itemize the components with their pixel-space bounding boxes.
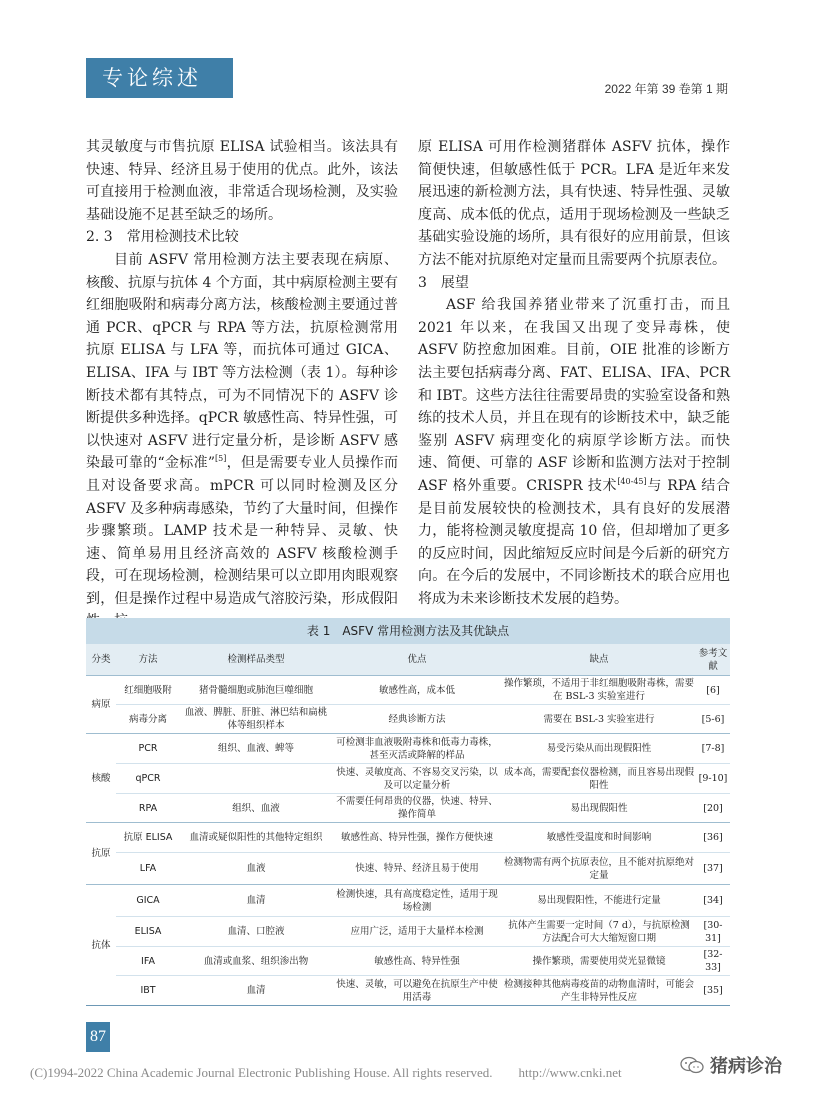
method-cell: ELISA (134, 926, 162, 937)
reference-cell: [36] (703, 832, 723, 843)
method-cell: LFA (139, 863, 157, 874)
category-cell: 病原 (91, 699, 111, 710)
table-row (86, 917, 730, 947)
reference-cell: [9-10] (698, 773, 728, 784)
section-title: 专论综述 (102, 66, 202, 90)
table-row (86, 823, 730, 853)
method-cell: 抗原 ELISA (123, 832, 173, 843)
sample-cell: 组织、血液 (232, 802, 280, 814)
issue-label: 2022 年第 39 卷第 1 期 (604, 82, 728, 96)
reference-cell: [20] (703, 802, 723, 814)
section-heading-2-3: 2. 3 常用检测技术比较 (86, 229, 239, 246)
method-cell: PCR (138, 743, 158, 754)
table-row (86, 947, 730, 976)
paragraph: ASF 给我国养猪业带来了沉重打击，而且 2021 年以来，在我国又出现了变异毒株，使 ASFV 防控愈加困难。目前，OIE 批准的诊断方法主要包括病毒分离、FAT、ELISA、IFA、PCR 和 IBT。这些方法往往需要昂贵的实验室设备和熟练的技术人员，并且在现有的诊断技术中，缺乏能鉴别 ASFV 病理变化的病原学诊断方法。而快速、简便、可靠的 ASF 诊断和监测方法对于控制 ASF 格外重要。CRISPR 技术[40-45]与 RPA 结合是目前发展较快的检测技术，具有良好的发展潜力，能将检测灵敏度提高 10 倍，但却增加了更多的反应时间，因此缩短反应时间是今后新的研究方向。在今后的发展中，不同诊断技术的联合应用也将成为未来诊断技术发展的趋势。 (418, 297, 731, 607)
header-cell: 缺点 (502, 644, 696, 676)
disadvantage-cell: 抗体产生需要一定时间（7 d），与抗原检测方法配合可大大缩短窗口期 (508, 919, 690, 944)
wechat-icon (680, 1056, 704, 1074)
advantage-cell: 快速、灵敏，可以避免在抗原生产中使用活毒 (336, 978, 498, 1003)
reference-cell: [30-31] (703, 919, 723, 944)
sample-cell: 血清或疑似阳性的其他特定组织 (189, 832, 323, 843)
brand-name: 猪病诊治 (710, 1056, 782, 1077)
table-row (86, 764, 730, 794)
disadvantage-cell: 操作繁琐，需要使用荧光显微镜 (532, 955, 666, 967)
method-cell: IFA (141, 955, 155, 967)
brand-watermark (680, 1052, 782, 1078)
table-title: 表 1 ASFV 常用检测方法及其优缺点 (86, 618, 730, 644)
category-cell: 抗原 (91, 848, 111, 859)
table-row (86, 794, 730, 823)
advantage-cell: 敏感性高，成本低 (378, 684, 455, 696)
paragraph: 原 ELISA 可用作检测猪群体 ASFV 抗体，操作简便快速，但敏感性低于 PCR。LFA 是近年来发展迅速的新检测方法，具有快速、特异性强、灵敏度高、成本低的优点，适用于现场检测及一些缺乏基础实验设施的场所，具有很好的应用前景，但该方法不能对抗原绝对定量而且需要两个抗原表位。 (418, 139, 730, 268)
page-number-box (86, 1022, 110, 1052)
table-row (86, 976, 730, 1006)
reference-cell: [6] (706, 684, 720, 696)
method-cell: RPA (138, 802, 158, 814)
citation[interactable]: [40-45] (617, 476, 647, 486)
header-cell: 检测样品类型 (180, 644, 332, 676)
method-cell: 病毒分离 (128, 713, 167, 725)
sample-cell: 血清或血浆、组织渗出物 (203, 955, 309, 967)
table-row (86, 853, 730, 885)
table-header-row (86, 644, 730, 676)
sample-cell: 猪骨髓细胞或肺泡巨噬细胞 (198, 684, 313, 696)
citation[interactable]: [5] (215, 454, 227, 464)
reference-cell: [37] (703, 863, 723, 874)
category-cell: 抗体 (91, 939, 111, 951)
reference-cell: [5-6] (701, 713, 725, 725)
page-number: 87 (90, 1028, 106, 1045)
sample-cell: 血液 (246, 863, 266, 874)
paragraph: 目前 ASFV 常用检测方法主要表现在病原、核酸、抗原与抗体 4 个方面，其中病原检测主要有红细胞吸附和病毒分离方法，核酸检测主要通过普通 PCR、qPCR 与 RPA 等方法，抗原检测常用抗原 ELISA 与 LFA 等，而抗体可通过 GICA、ELISA、IFA 与 IBT 等方法检测（表 1）。每种诊断技术都有其特点，可为不同情况下的 ASFV 诊断提供多种选择。qPCR 敏感性高、特异性强，可以快速对 ASFV 进行定量分析，是诊断 ASFV 感染最可靠的“金标准”[5]，但是需要专业人员操作而且对设备要求高。mPCR 可以同时检测及区分 ASFV 及多种病毒感染，节约了大量时间，但操作步骤繁琐。LAMP 技术是一种特异、灵敏、快速、简单易用且经济高效的 ASFV 核酸检测手段，可在现场检测，检测结果可以立即用肉眼观察到，但是操作过程中易造成气溶胶污染，形成假阳 (86, 251, 398, 607)
reference-cell: [34] (703, 895, 723, 906)
category-cell: 核酸 (91, 772, 111, 784)
advantage-cell: 可检测非血液吸附毒株和低毒力毒株，甚至灭活或降解的样品 (336, 736, 498, 761)
reference-cell: [35] (703, 985, 723, 996)
advantage-cell: 敏感性高、特异性强 (374, 955, 460, 967)
section-heading-3: 3 展望 (418, 274, 469, 291)
method-cell: GICA (136, 895, 160, 906)
reference-cell: [7-8] (701, 743, 725, 754)
table-row (86, 885, 730, 917)
advantage-cell: 敏感性高、特异性强，操作方便快速 (340, 832, 493, 843)
advantage-cell: 检测快速，具有高度稳定性，适用于现场检测 (336, 888, 498, 913)
disadvantage-cell: 易出现假阳性，不能进行定量 (537, 895, 661, 906)
header-cell: 分类 (86, 644, 116, 676)
disadvantage-cell: 易受污染从而出现假阳性 (546, 743, 652, 754)
table-row (86, 676, 730, 705)
sample-cell: 血清 (246, 895, 266, 906)
copyright-footer: (C)1994-2022 China Academic Journal Electronic Publishing House. All rights reserved. http://www.cnki.net (30, 1065, 622, 1080)
advantage-cell: 不需要任何昂贵的仪器，快速、特异、操作简单 (336, 796, 498, 820)
table-row (86, 734, 730, 764)
table-row (86, 705, 730, 734)
sample-cell: 组织、血液、蜱等 (217, 743, 294, 754)
sample-cell: 血液、脾脏、肝脏、淋巴结和扁桃体等组织样本 (184, 707, 328, 731)
sample-cell (180, 764, 332, 794)
header-cell: 优点 (332, 644, 502, 676)
paragraph: 其灵敏度与市售抗原 ELISA 试验相当。该法具有快速、特异、经济且易于使用的优点。此外，该法可直接用于检测血液，非常适合现场检测，及实验基础设施不足甚至缺乏的场所。 (86, 139, 398, 223)
disadvantage-cell: 检测物需有两个抗原表位，且不能对抗原绝对定量 (504, 856, 695, 881)
header-cell: 方法 (116, 644, 180, 676)
disadvantage-cell: 检测接种其他病毒疫苗的动物血清时，可能会产生非特异性反应 (504, 978, 695, 1003)
right-column (418, 136, 730, 610)
disadvantage-cell: 需要在 BSL-3 实验室进行 (543, 713, 655, 725)
advantage-cell: 经典诊断方法 (388, 713, 446, 725)
methods-table (86, 644, 730, 1006)
disadvantage-cell: 操作繁琐，不适用于非红细胞吸附毒株，需要在 BSL-3 实验室进行 (504, 678, 695, 702)
sample-cell: 血清、口腔液 (227, 926, 285, 937)
header-cell: 参考文献 (696, 644, 730, 676)
disadvantage-cell: 敏感性受温度和时间影响 (546, 832, 652, 843)
advantage-cell: 应用广泛，适用于大量样本检测 (350, 926, 484, 937)
section-banner (86, 58, 233, 98)
method-cell: IBT (140, 985, 156, 996)
left-column (86, 136, 398, 633)
sample-cell: 血清 (246, 985, 266, 996)
reference-cell: [32-33] (703, 949, 723, 973)
disadvantage-cell: 易出现假阳性 (570, 802, 628, 814)
advantage-cell: 快速、灵敏度高、不容易交叉污染，以及可以定量分析 (336, 766, 498, 791)
method-cell: qPCR (135, 773, 161, 784)
method-cell: 红细胞吸附 (124, 684, 172, 696)
advantage-cell: 快速、特异、经济且易于使用 (355, 863, 479, 874)
disadvantage-cell: 成本高，需要配套仪器检测，而且容易出现假阳性 (504, 766, 695, 791)
